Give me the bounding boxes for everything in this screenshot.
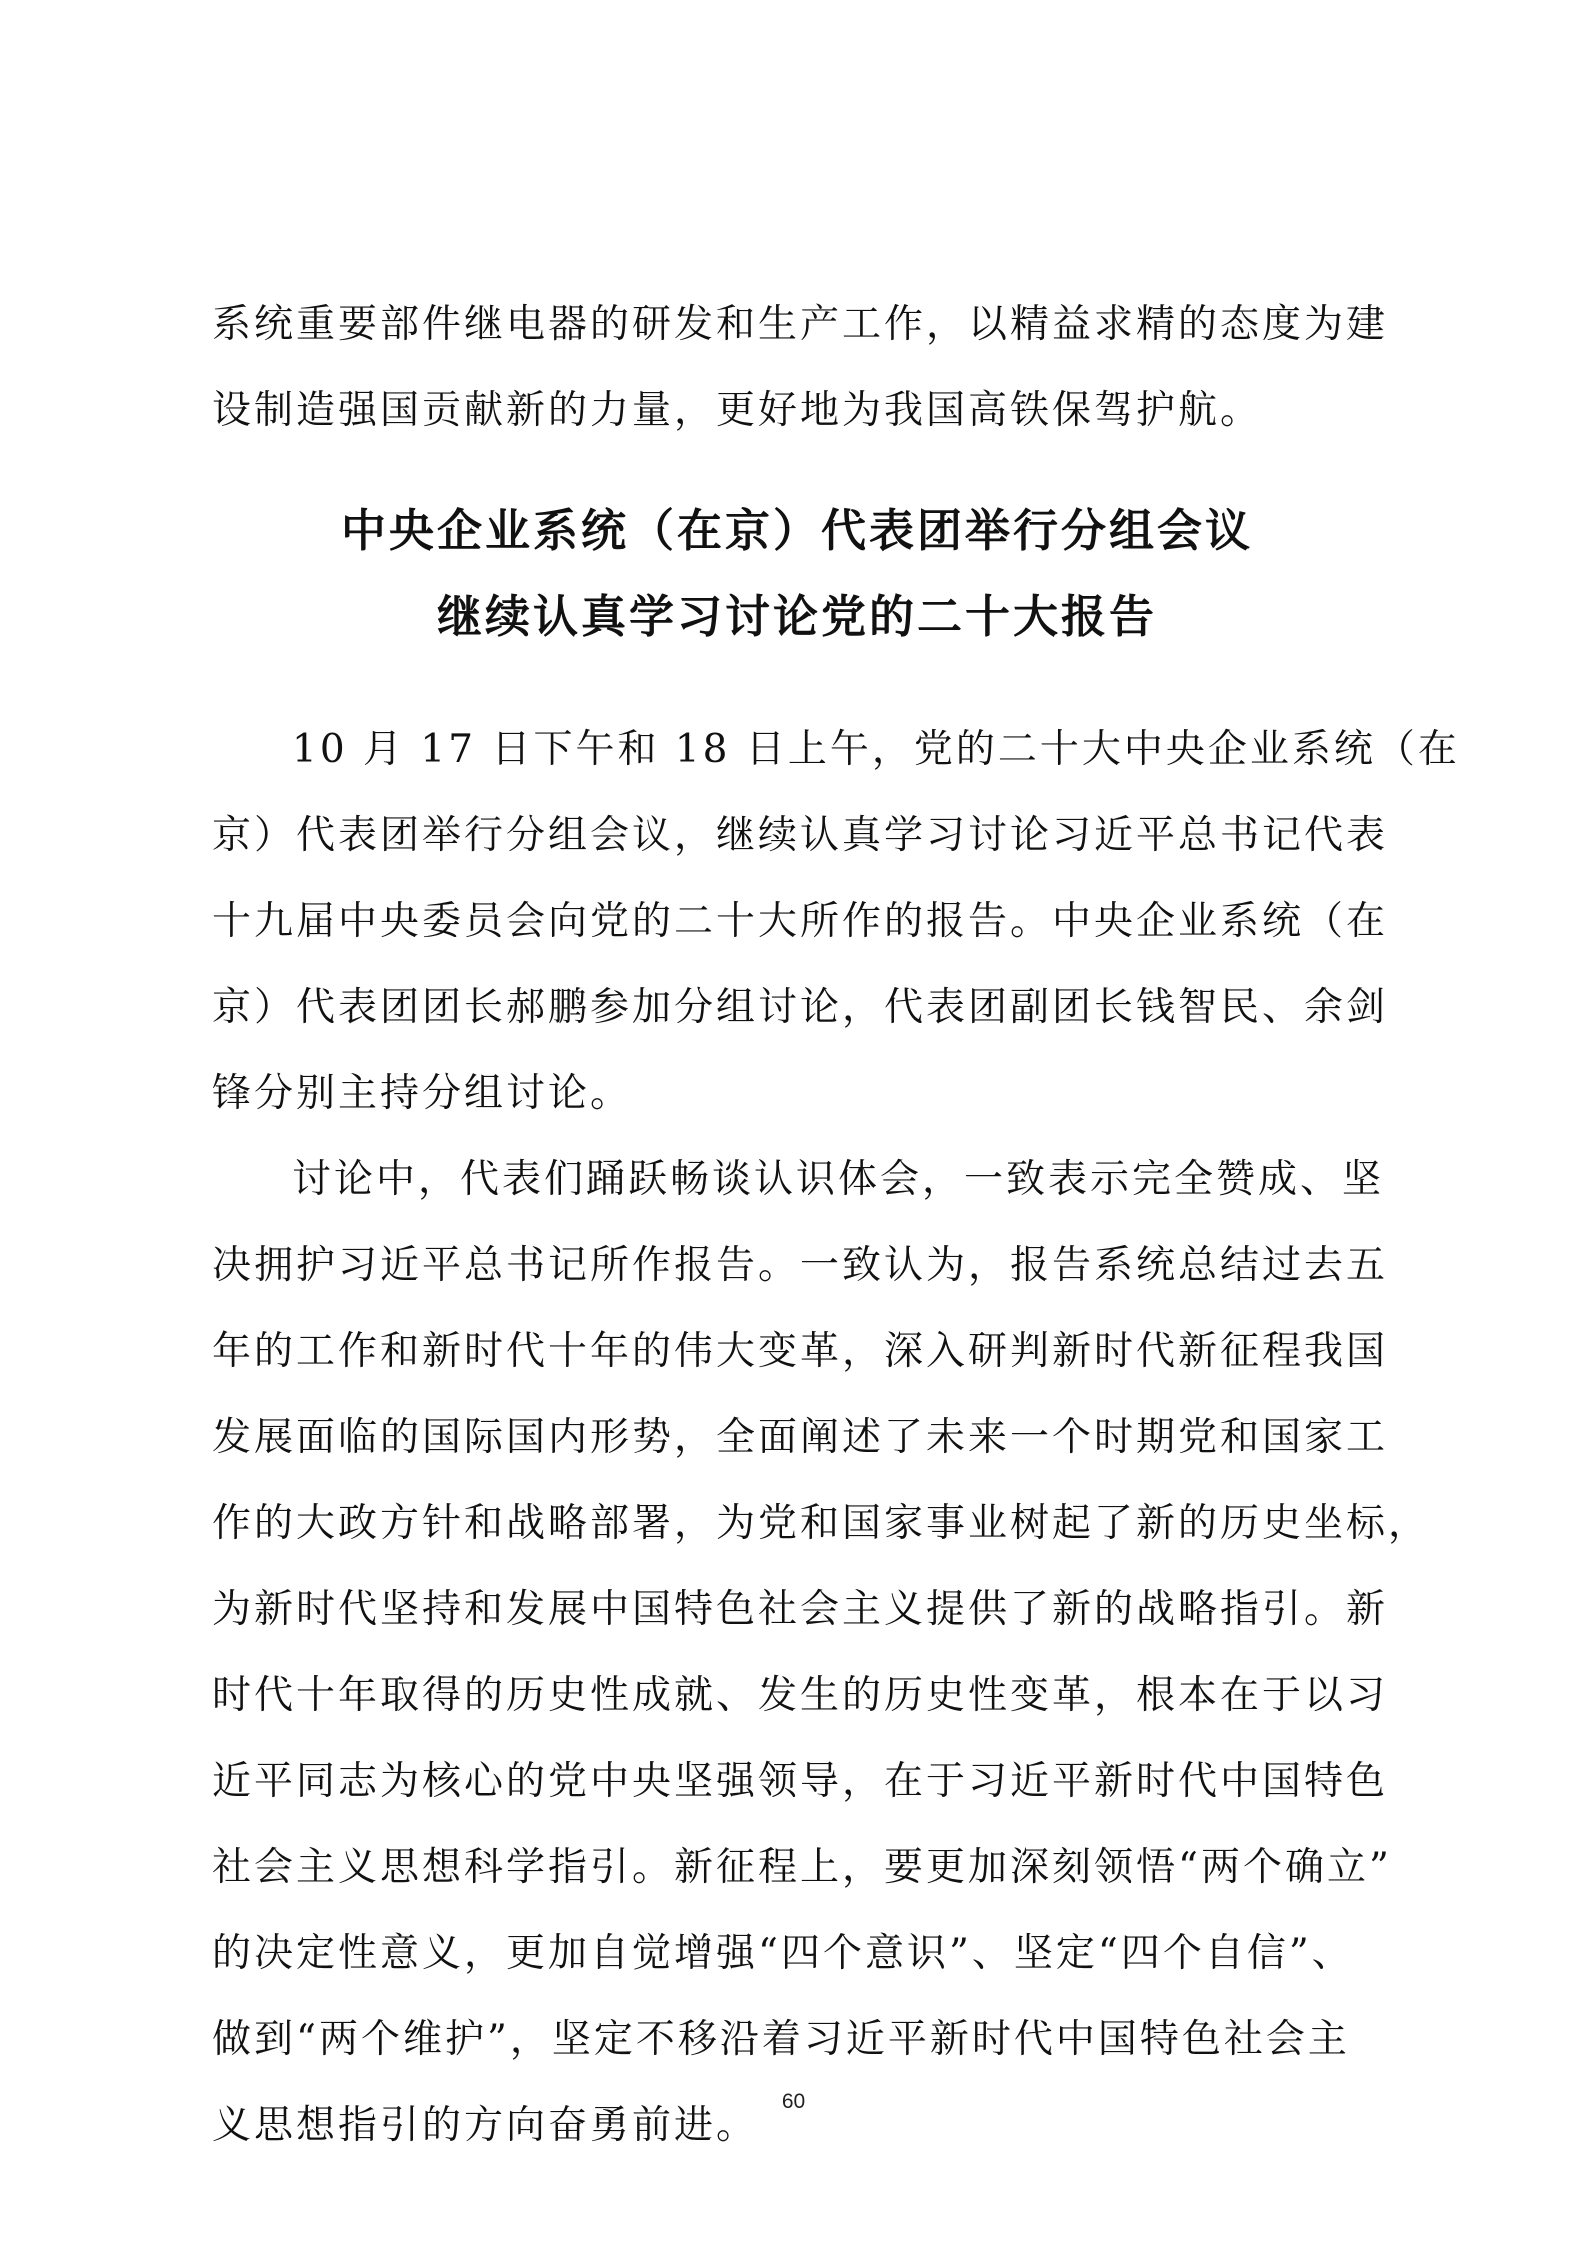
paragraph-1-line: 10 月 17 日下午和 18 日上午，党的二十大中央企业系统（在 [292, 727, 1460, 772]
paragraph-1-line: 十九届中央委员会向党的二十大所作的报告。中央企业系统（在 [212, 899, 1389, 944]
paragraph-1-line: 京）代表团团长郝鹏参加分组讨论，代表团副团长钱智民、余剑 [212, 985, 1389, 1030]
title-line-1: 中央企业系统（在京）代表团举行分组会议 [340, 504, 1253, 557]
paragraph-1-line: 京）代表团举行分组会议，继续认真学习讨论习近平总书记代表 [212, 813, 1389, 858]
title-line-2: 继续认真学习讨论党的二十大报告 [436, 590, 1157, 643]
text-line: 系统重要部件继电器的研发和生产工作，以精益求精的态度为建 [212, 302, 1389, 347]
paragraph-2-line: 做到“两个维护”，坚定不移沿着习近平新时代中国特色社会主 [212, 2017, 1350, 2062]
page-number: 60 [781, 2090, 806, 2113]
paragraph-2-line: 年的工作和新时代十年的伟大变革，深入研判新时代新征程我国 [212, 1329, 1389, 1374]
paragraph-1-line: 锋分别主持分组讨论。 [212, 1071, 633, 1116]
paragraph-2-line: 的决定性意义，更加自觉增强“四个意识”、坚定“四个自信”、 [212, 1931, 1354, 1976]
paragraph-2-line: 决拥护习近平总书记所作报告。一致认为，报告系统总结过去五 [212, 1243, 1389, 1288]
paragraph-2-line: 义思想指引的方向奋勇前进。 [212, 2103, 759, 2148]
paragraph-2-line: 作的大政方针和战略部署，为党和国家事业树起了新的历史坐标， [212, 1501, 1431, 1546]
paragraph-2-line: 近平同志为核心的党中央坚强领导，在于习近平新时代中国特色 [212, 1759, 1389, 1804]
intro-paragraph [212, 282, 1389, 454]
paragraph-2-line: 时代十年取得的历史性成就、发生的历史性变革，根本在于以习 [212, 1673, 1389, 1718]
paragraph-2-line: 讨论中，代表们踊跃畅谈认识体会，一致表示完全赞成、坚 [292, 1157, 1385, 1202]
article-title [212, 488, 1382, 660]
paragraph-2-line: 发展面临的国际国内形势，全面阐述了未来一个时期党和国家工 [212, 1415, 1389, 1460]
text-line: 设制造强国贡献新的力量，更好地为我国高铁保驾护航。 [212, 388, 1263, 433]
article-body [212, 707, 1460, 2169]
paragraph-2-line: 社会主义思想科学指引。新征程上，要更加深刻领悟“两个确立” [212, 1845, 1392, 1890]
paragraph-2-line: 为新时代坚持和发展中国特色社会主义提供了新的战略指引。新 [212, 1587, 1389, 1632]
